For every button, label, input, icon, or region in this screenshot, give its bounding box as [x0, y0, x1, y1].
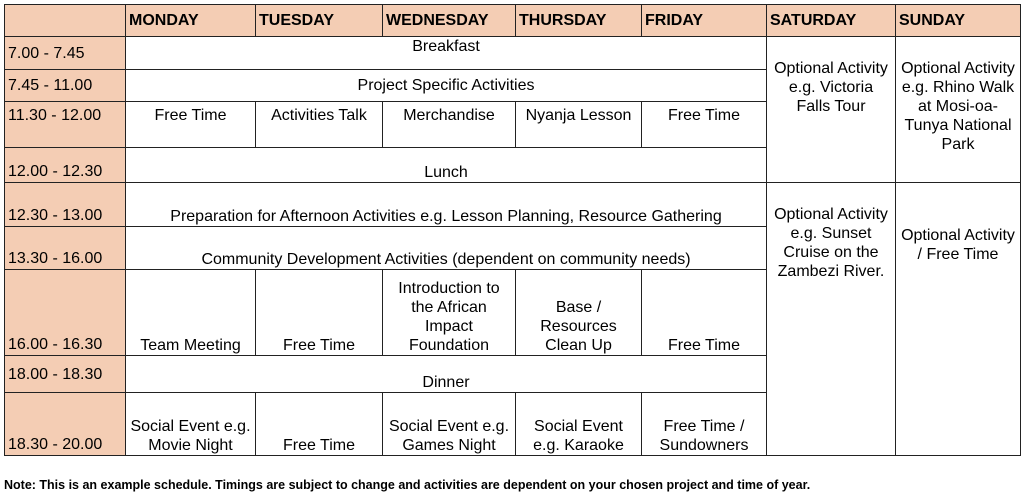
- header-monday: MONDAY: [126, 5, 256, 37]
- sunday-morning-cell: Optional Activity e.g. Rhino Walk at Mosi-oa-Tunya National Park: [896, 37, 1021, 183]
- schedule-table: [4, 4, 1021, 456]
- time-cell: 7.00 - 7.45: [5, 37, 126, 70]
- header-wednesday: WEDNESDAY: [383, 5, 516, 37]
- activity-cell: Free Time: [642, 102, 767, 148]
- activity-cell: Introduction to the African Impact Foundation: [383, 270, 516, 356]
- breakfast-cell: Breakfast: [126, 37, 767, 70]
- activity-cell: Free Time: [642, 270, 767, 356]
- header-saturday: SATURDAY: [767, 5, 896, 37]
- header-row: [5, 5, 1021, 37]
- activity-cell: Free Time: [256, 393, 383, 456]
- header-corner: [5, 5, 126, 37]
- header-thursday: THURSDAY: [516, 5, 642, 37]
- time-cell: 16.00 - 16.30: [5, 270, 126, 356]
- time-cell: 18.30 - 20.00: [5, 393, 126, 456]
- header-friday: FRIDAY: [642, 5, 767, 37]
- time-cell: 12.00 - 12.30: [5, 148, 126, 183]
- table-row: [5, 183, 1021, 227]
- project-activities-cell: Project Specific Activities: [126, 70, 767, 102]
- dinner-cell: Dinner: [126, 356, 767, 393]
- header-tuesday: TUESDAY: [256, 5, 383, 37]
- saturday-afternoon-cell: Optional Activity e.g. Sunset Cruise on the Zambezi River.: [767, 183, 896, 456]
- activity-cell: Nyanja Lesson: [516, 102, 642, 148]
- activity-cell: Base / Resources Clean Up: [516, 270, 642, 356]
- lunch-cell: Lunch: [126, 148, 767, 183]
- time-cell: 18.00 - 18.30: [5, 356, 126, 393]
- activity-cell: Merchandise: [383, 102, 516, 148]
- table-row: [5, 37, 1021, 70]
- activity-cell: Free Time: [256, 270, 383, 356]
- activity-cell: Social Event e.g. Movie Night: [126, 393, 256, 456]
- activity-cell: Team Meeting: [126, 270, 256, 356]
- time-cell: 12.30 - 13.00: [5, 183, 126, 227]
- saturday-morning-cell: Optional Activity e.g. Victoria Falls Tour: [767, 37, 896, 183]
- activity-cell: Free Time: [126, 102, 256, 148]
- community-cell: Community Development Activities (dependent on community needs): [126, 227, 767, 270]
- schedule-note: Note: This is an example schedule. Timings are subject to change and activities are dependent on your chosen project and time of year.: [4, 478, 811, 492]
- time-cell: 11.30 - 12.00: [5, 102, 126, 148]
- activity-cell: Free Time / Sundowners: [642, 393, 767, 456]
- activity-cell: Activities Talk: [256, 102, 383, 148]
- sunday-afternoon-cell: Optional Activity / Free Time: [896, 183, 1021, 456]
- activity-cell: Social Event e.g. Karaoke: [516, 393, 642, 456]
- header-sunday: SUNDAY: [896, 5, 1021, 37]
- time-cell: 7.45 - 11.00: [5, 70, 126, 102]
- preparation-cell: Preparation for Afternoon Activities e.g. Lesson Planning, Resource Gathering: [126, 183, 767, 227]
- time-cell: 13.30 - 16.00: [5, 227, 126, 270]
- activity-cell: Social Event e.g. Games Night: [383, 393, 516, 456]
